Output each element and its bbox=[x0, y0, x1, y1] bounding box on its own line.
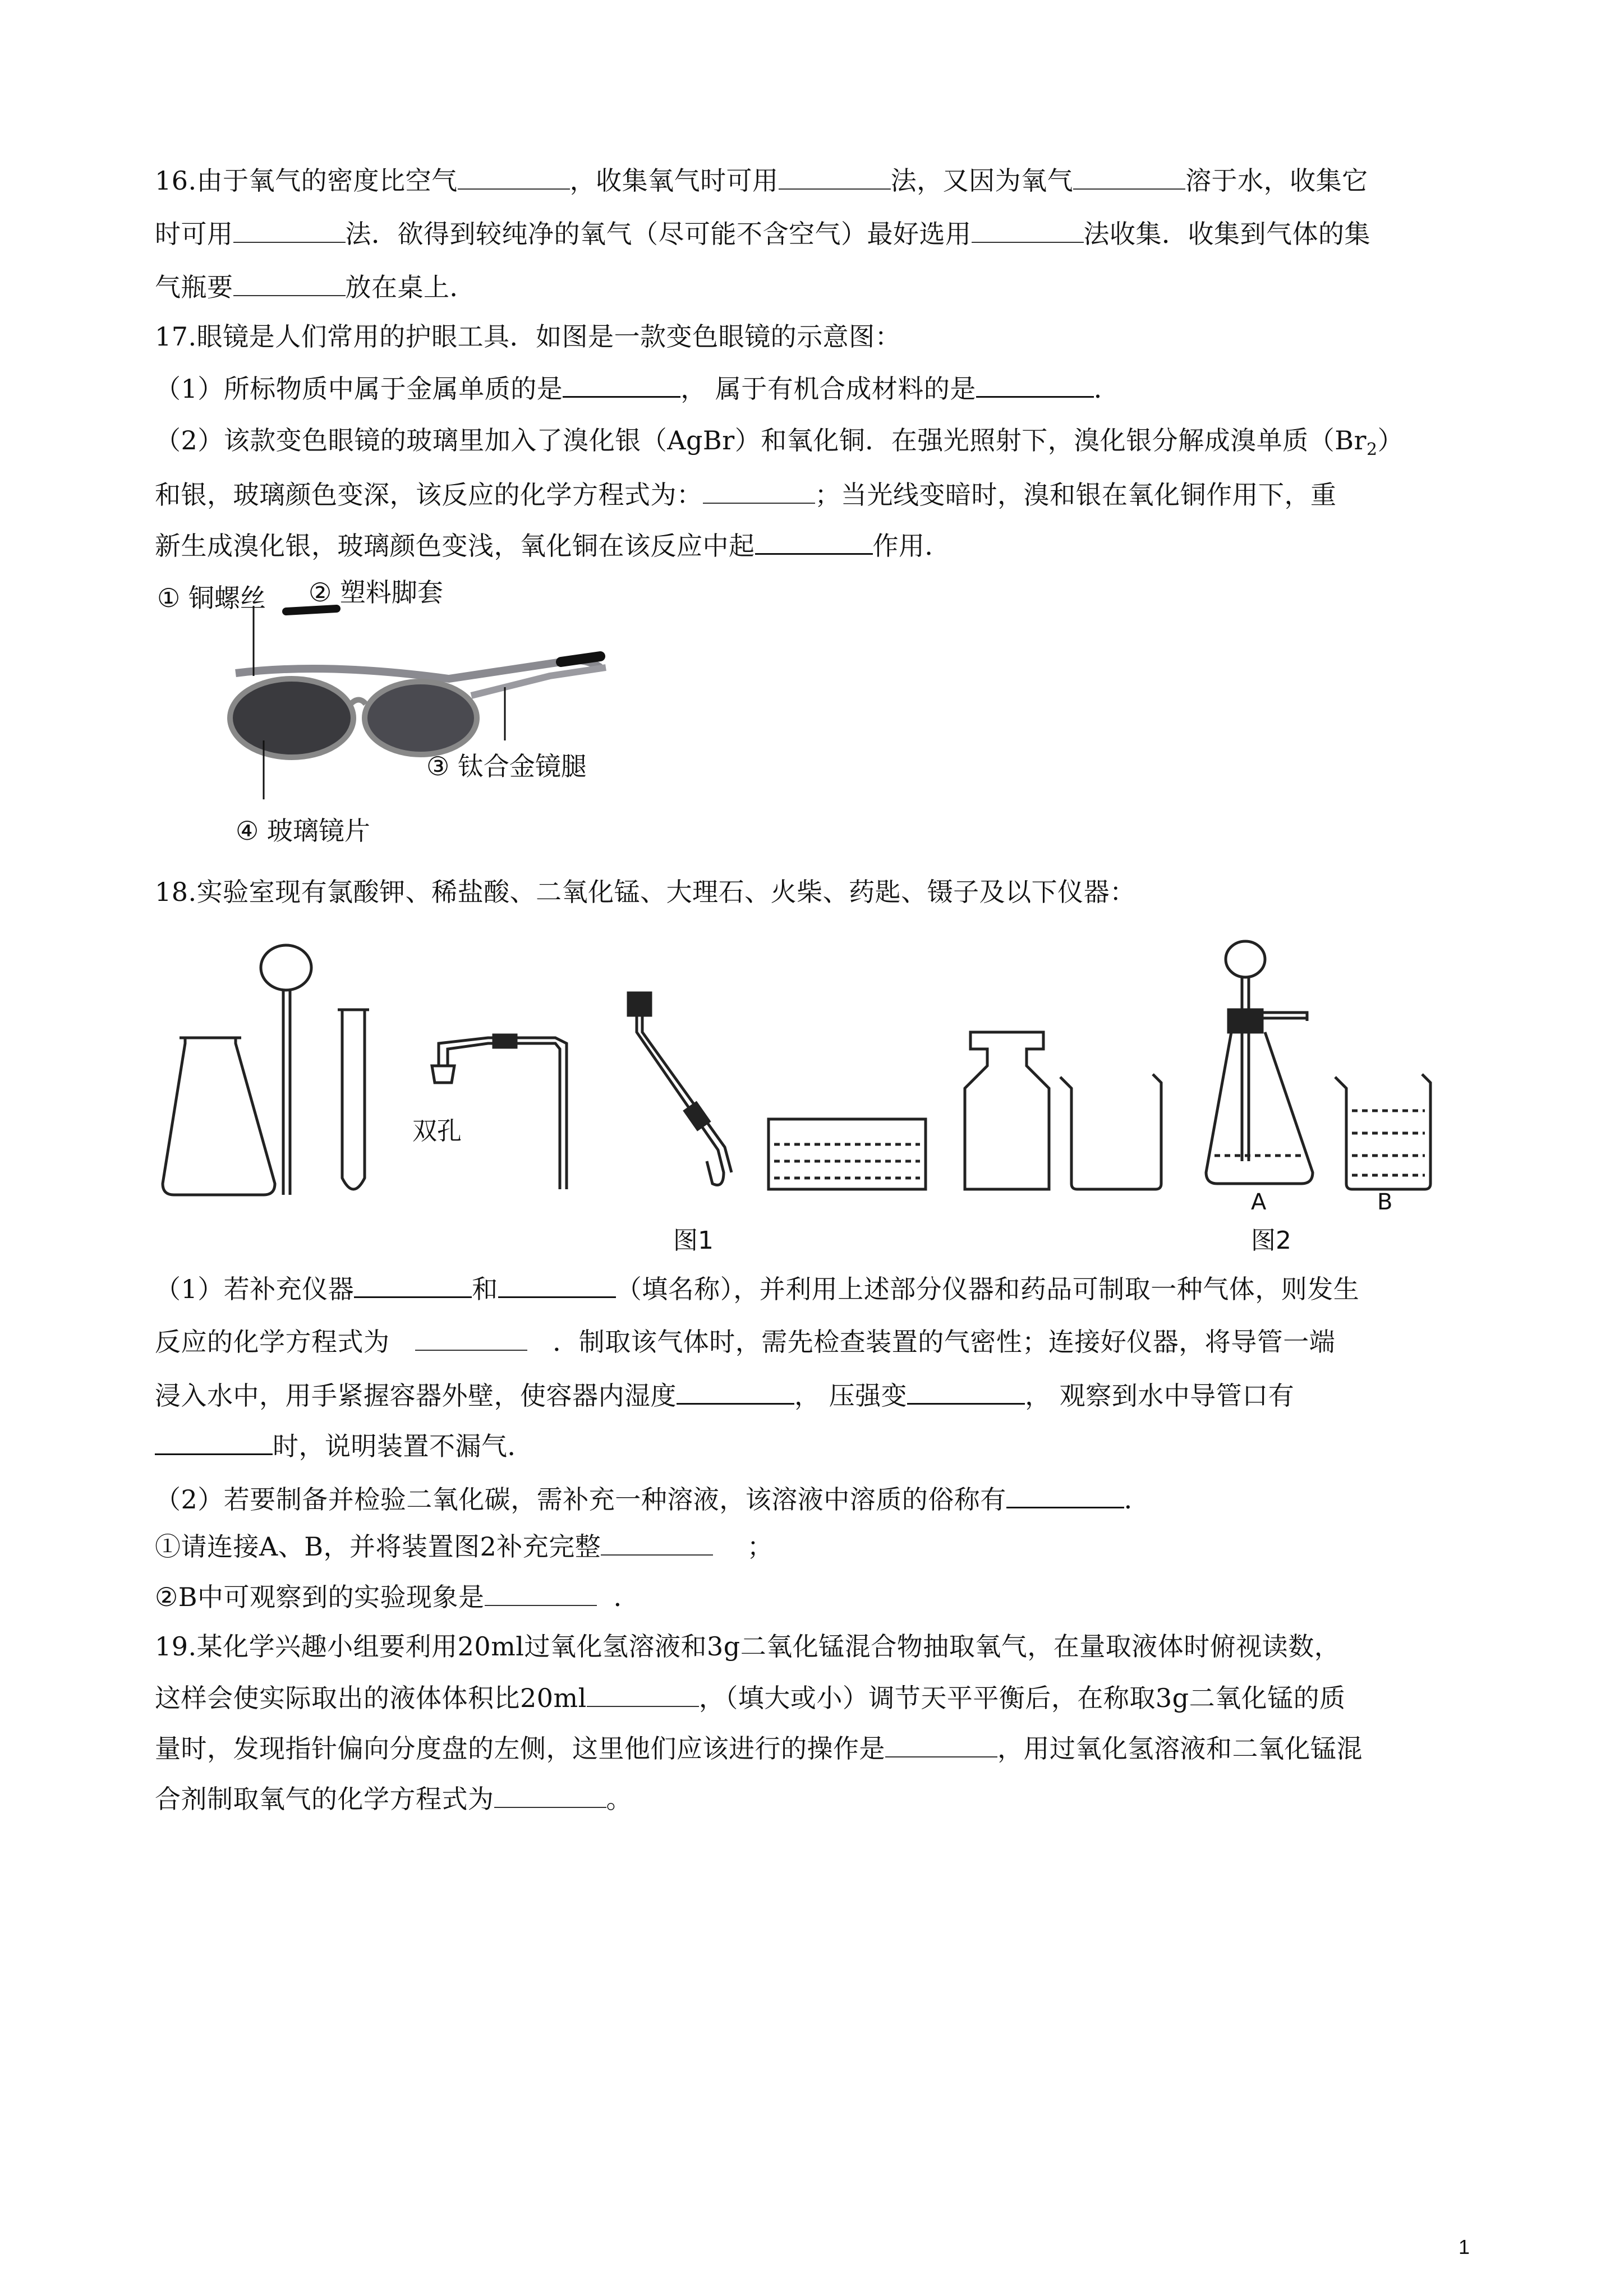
q18-p3: 浸入水中，用手紧握容器外壁，使容器内湿度 ， 压强变 ， 观察到水中导管口有 bbox=[155, 1377, 1294, 1412]
q18-p6: ①请连接A、B，并将装置图2补充完整 ； bbox=[155, 1529, 773, 1563]
blank[interactable] bbox=[233, 216, 346, 243]
blank[interactable] bbox=[1073, 163, 1185, 190]
q17-line-5: 新生成溴化银，玻璃颜色变浅，氧化铜在该反应中起 作用． bbox=[155, 527, 951, 563]
apparatus-figure bbox=[151, 920, 1459, 1257]
q17-line-2: （1）所标物质中属于金属单质的是 ， 属于有机合成材料的是 ． bbox=[155, 370, 1120, 406]
q19-line-4: 合剂制取氧气的化学方程式为 。 bbox=[155, 1781, 632, 1816]
q16-line-1: 16.由于氧气的密度比空气 ，收集氧气时可用 法，又因为氧气 溶于水，收集它 bbox=[155, 163, 1368, 197]
blank[interactable] bbox=[907, 1377, 1025, 1405]
q17-line-1: 17.眼镜是人们常用的护眼工具．如图是一款变色眼镜的示意图： bbox=[155, 321, 901, 352]
q18-p5: （2）若要制备并检验二氧化碳，需补充一种溶液，该溶液中溶质的俗称有 ． bbox=[155, 1481, 1150, 1516]
q18-line-1: 18.实验室现有氯酸钾、稀盐酸、二氧化锰、大理石、火柴、药匙、镊子及以下仪器： bbox=[155, 877, 1136, 907]
blank[interactable] bbox=[354, 1271, 472, 1298]
blank[interactable] bbox=[494, 1781, 606, 1808]
blank[interactable] bbox=[779, 163, 891, 190]
blank[interactable] bbox=[458, 163, 570, 190]
blank[interactable] bbox=[563, 370, 680, 398]
blank[interactable] bbox=[485, 1579, 597, 1606]
label-copper-screw: ① 铜螺丝 bbox=[157, 583, 266, 613]
q19-line-1: 19.某化学兴趣小组要利用20ml过氧化氢溶液和3g二氧化锰混合物抽取氧气，在量取液体时俯视读数， bbox=[155, 1631, 1341, 1662]
blank[interactable] bbox=[885, 1731, 997, 1757]
blank[interactable] bbox=[601, 1529, 713, 1556]
blank[interactable] bbox=[755, 527, 873, 555]
blank[interactable] bbox=[703, 477, 815, 504]
page-number: 1 bbox=[1459, 2235, 1470, 2258]
q18-p2: 反应的化学方程式为 ．制取该气体时，需先检查装置的气密性；连接好仪器，将导管一端 bbox=[155, 1324, 1335, 1359]
label-plastic-foot: ② 塑料脚套 bbox=[309, 577, 443, 608]
q18-p4: 时，说明装置不漏气． bbox=[155, 1428, 533, 1463]
sunglasses-illustration bbox=[157, 578, 662, 858]
q17-line-3: （2）该款变色眼镜的玻璃里加入了溴化银（AgBr）和氧化铜．在强光照射下，溴化银分解成溴单质$(Br_2)$ bbox=[155, 425, 1404, 460]
figure-1-caption: 图1 bbox=[673, 1226, 714, 1255]
blank[interactable] bbox=[587, 1680, 699, 1707]
q19-line-3: 量时，发现指针偏向分度盘的左侧，这里他们应该进行的操作是 ，用过氧化氢溶液和二氧化锰混 bbox=[155, 1731, 1363, 1765]
q19-line-2: 这样会使实际取出的液体体积比20ml ，（填大或小）调节天平平衡后，在称取3g二氧化锰的质 bbox=[155, 1680, 1346, 1715]
blank[interactable] bbox=[677, 1377, 794, 1405]
label-glass-lens: ④ 玻璃镜片 bbox=[236, 816, 370, 846]
label-titanium-arm: ③ 钛合金镜腿 bbox=[426, 751, 587, 781]
q16-line-2: 时可用 法．欲得到较纯净的氧气（尽可能不含空气）最好选用 法收集．收集到气体的集 bbox=[155, 216, 1370, 251]
glasses-figure bbox=[157, 578, 662, 858]
blank[interactable] bbox=[976, 370, 1094, 398]
blank[interactable] bbox=[415, 1324, 527, 1351]
label-double-hole: 双孔 bbox=[412, 1117, 462, 1145]
label-a: A bbox=[1251, 1189, 1267, 1215]
figure-2-caption: 图2 bbox=[1251, 1226, 1291, 1255]
q17-line-4: 和银，玻璃颜色变深，该反应的化学方程式为： ；当光线变暗时，溴和银在氧化铜作用下，重 bbox=[155, 477, 1337, 512]
q16-line-3: 气瓶要 放在桌上． bbox=[155, 269, 476, 304]
blank[interactable] bbox=[1006, 1481, 1124, 1508]
blank[interactable] bbox=[233, 269, 346, 296]
blank[interactable] bbox=[155, 1428, 273, 1455]
blank[interactable] bbox=[972, 216, 1084, 243]
label-b: B bbox=[1377, 1189, 1393, 1215]
q18-p7: ②B中可观察到的实验现象是 ． bbox=[155, 1579, 640, 1614]
blank[interactable] bbox=[498, 1271, 616, 1298]
q18-p1: （1）若补充仪器 和 （填名称），并利用上述部分仪器和药品可制取一种气体，则发生 bbox=[155, 1271, 1359, 1306]
